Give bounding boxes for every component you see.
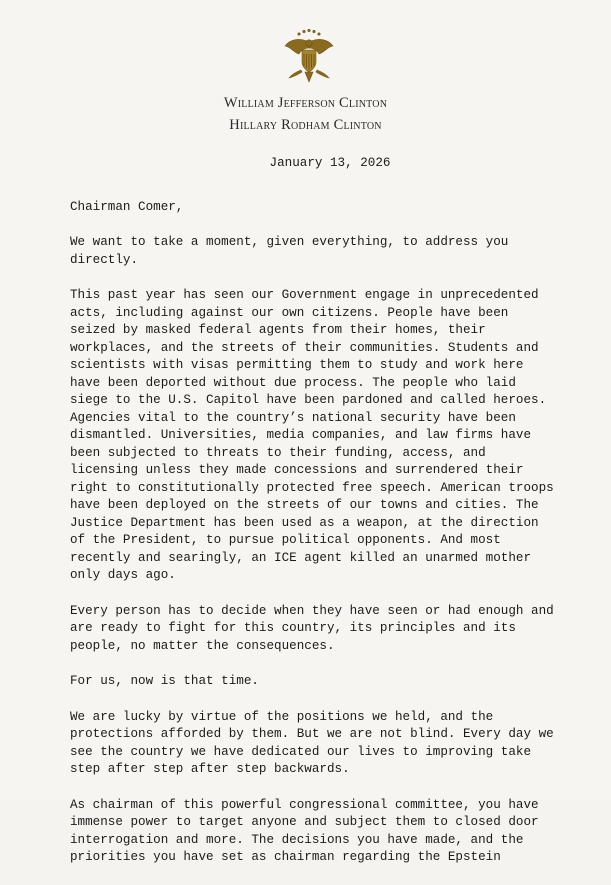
letter-paragraph: [70, 709, 554, 779]
letter-paragraph: [70, 797, 550, 867]
paragraph-line: seized by masked federal agents from their homes, their: [70, 323, 486, 337]
paragraph-line: protections afforded by them. But we are not blind. Every day we: [70, 727, 554, 741]
letterhead-name-2: Hillary Rodham Clinton: [229, 117, 382, 133]
paragraph-line: step after step after step backwards.: [70, 762, 350, 776]
letter-date: January 13, 2026: [269, 156, 391, 170]
letter-paragraphs: [70, 234, 554, 867]
paragraph-line: Justice Department has been used as a weapon, at the direction: [70, 515, 539, 530]
letter-paragraph: [70, 673, 550, 691]
paragraph-line: recently and searingly, an ICE agent killed an unarmed mother: [70, 550, 532, 565]
paragraph-line: have been deported without due process. The people who laid: [70, 375, 516, 390]
paragraph-line: are ready to fight for this country, its principles and its: [70, 621, 516, 635]
paragraph-line: We want to take a moment, given everything, to address you: [70, 235, 509, 249]
letterhead-name-1: William Jefferson Clinton: [223, 95, 388, 111]
paragraph-line: scientists with visas permitting them to study and work here: [70, 358, 524, 372]
paragraph-line: Agencies vital to the country’s national security have been: [70, 410, 516, 425]
paragraph-line: Every person has to decide when they have seen or had enough and: [70, 603, 554, 618]
paragraph-line: licensing unless they made concessions and surrendered their: [70, 463, 524, 477]
paragraph-line: We are lucky by virtue of the positions we held, and the: [70, 709, 494, 724]
salutation: Chairman Comer,: [70, 199, 184, 214]
paragraph-line: been subjected to threats to their funding, access, and: [70, 445, 486, 460]
paragraph-line: immense power to target anyone and subject them to closed door: [70, 815, 539, 829]
paragraph-line: interrogation and more. The decisions you have made, and the: [70, 832, 524, 847]
paragraph-line: siege to the U.S. Capitol have been pardoned and called heroes.: [70, 393, 547, 407]
paragraph-line: right to constitutionally protected free speech. American troops: [70, 480, 554, 495]
letter-paragraph: [70, 287, 554, 585]
paragraph-line: acts, including against our own citizens. People have been: [70, 305, 509, 320]
paragraph-line: dismantled. Universities, media companies, and law firms have: [70, 428, 532, 442]
paragraph-line: This past year has seen our Government engage in unprecedented: [70, 288, 539, 302]
letter-paragraph: [70, 234, 550, 269]
eagle-seal-icon: [283, 28, 335, 84]
paragraph-line: have been deployed on the streets of our towns and cities. The: [70, 498, 539, 512]
paragraph-line: people, no matter the consequences.: [70, 638, 335, 653]
letterhead-names: [0, 92, 611, 136]
paragraph-line: workplaces, and the streets of their communities. Students and: [70, 340, 539, 355]
paragraph-line: As chairman of this powerful congressional committee, you have: [70, 797, 539, 812]
letter-body: [70, 155, 554, 885]
paragraph-line: see the country we have dedicated our lives to improving take: [70, 744, 532, 759]
paragraph-line: For us, now is that time.: [70, 674, 259, 688]
paragraph-line: priorities you have set as chairman regarding the Epstein: [70, 850, 501, 864]
paragraph-line: only days ago.: [70, 568, 176, 582]
paragraph-line: directly.: [70, 252, 139, 267]
paragraph-line: of the President, to pursue political opponents. And most: [70, 533, 501, 547]
letter-paragraph: [70, 603, 554, 656]
